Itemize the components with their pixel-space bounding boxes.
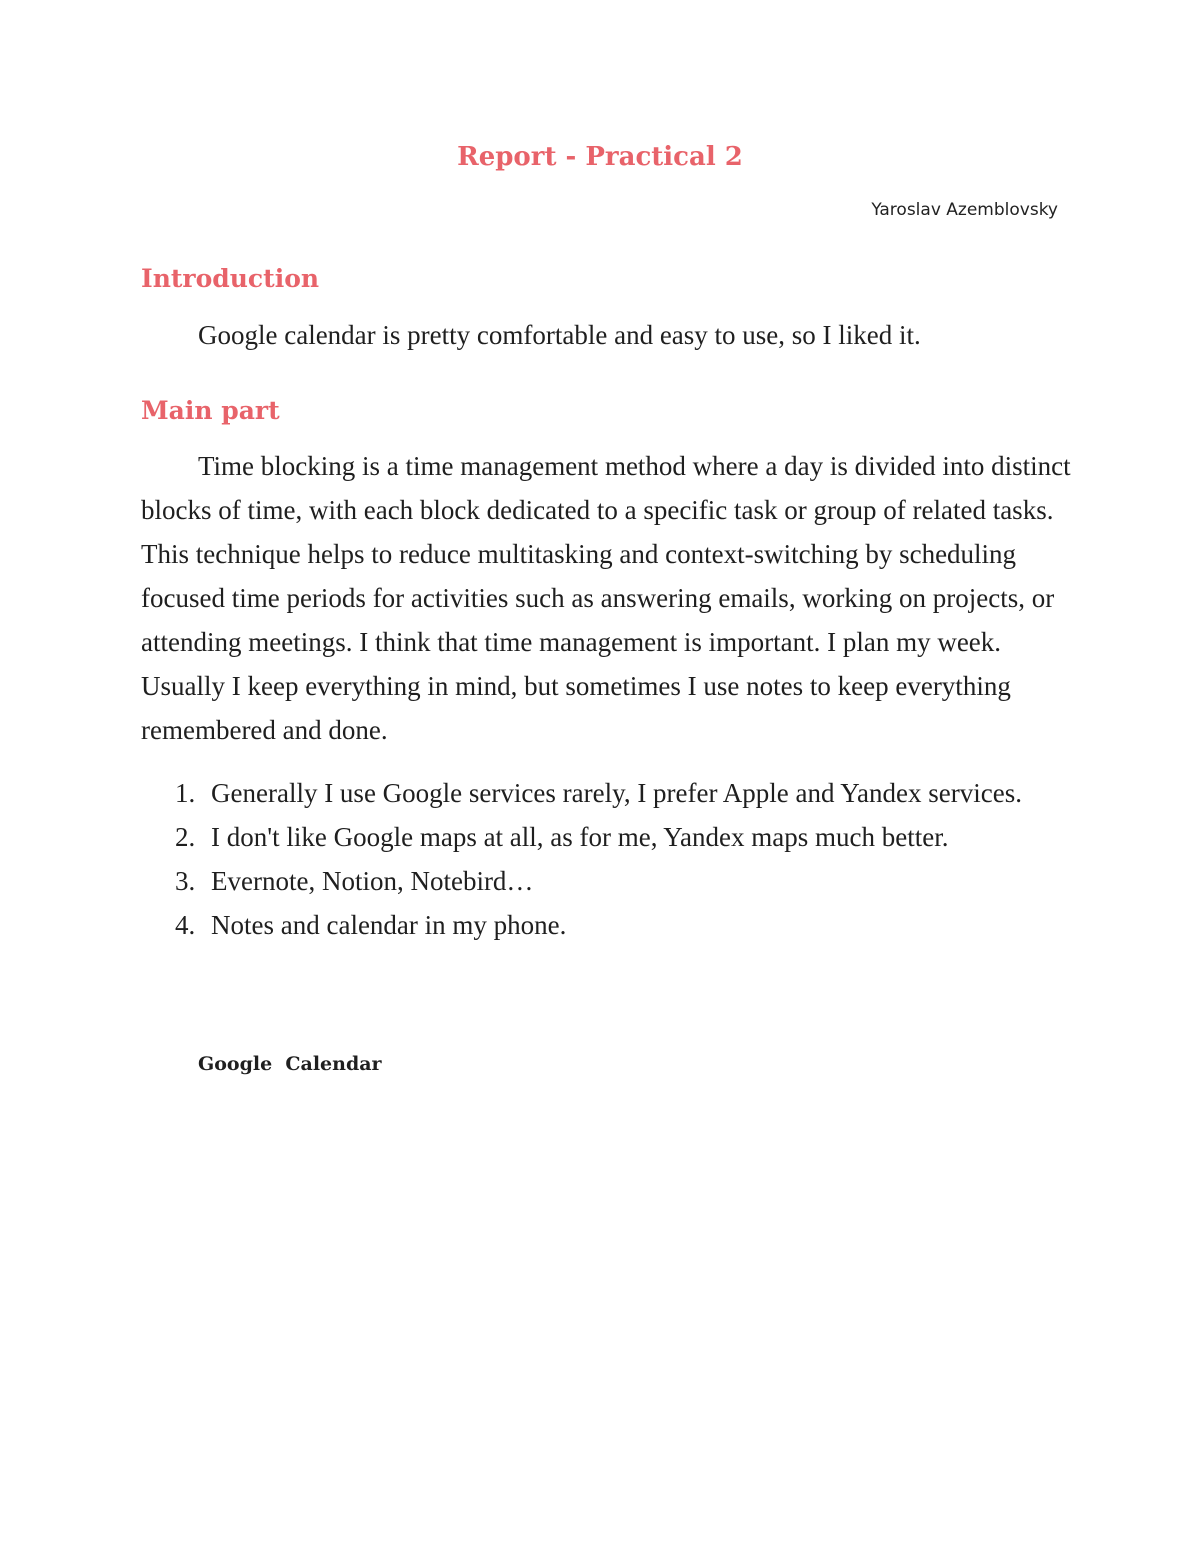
- list-item-number: 3.: [175, 866, 196, 896]
- introduction-paragraph: Google calendar is pretty comfortable and easy to use, so I liked it.: [198, 320, 921, 350]
- list-item-text: I don't like Google maps at all, as for me, Yandex maps much better.: [211, 822, 949, 852]
- list-item-number: 2.: [175, 822, 196, 852]
- list-item-text: Evernote, Notion, Notebird…: [211, 866, 534, 896]
- list-item: [141, 903, 1071, 947]
- main-part-paragraph: Time blocking is a time management method where a day is divided into distinct blocks of time, with each block dedicated to a specific task or group of related tasks. This technique helps to reduce multitasking and context-switching by scheduling focused time periods for activities such as answering emails, working on projects, or attending meetings. I think that time management is important. I plan my week. Usually I keep everything in mind, but sometimes I use notes to keep everything remembered and done.: [141, 451, 1071, 745]
- section-heading-main-part: Main part: [141, 396, 280, 425]
- list-item-number: 1.: [175, 778, 196, 808]
- numbered-list: [141, 771, 1071, 947]
- figure-caption: Google Calendar: [198, 1053, 382, 1075]
- list-item-number: 4.: [175, 910, 196, 940]
- document-title: Report - Practical 2: [457, 142, 743, 172]
- list-item: [141, 859, 1071, 903]
- list-item-text: Generally I use Google services rarely, I prefer Apple and Yandex services.: [211, 778, 1022, 808]
- list-item-text: Notes and calendar in my phone.: [211, 910, 567, 940]
- list-item: [141, 771, 1071, 815]
- author-name: Yaroslav Azemblovsky: [871, 200, 1058, 220]
- section-heading-introduction: Introduction: [141, 264, 320, 293]
- list-item: [141, 815, 1071, 859]
